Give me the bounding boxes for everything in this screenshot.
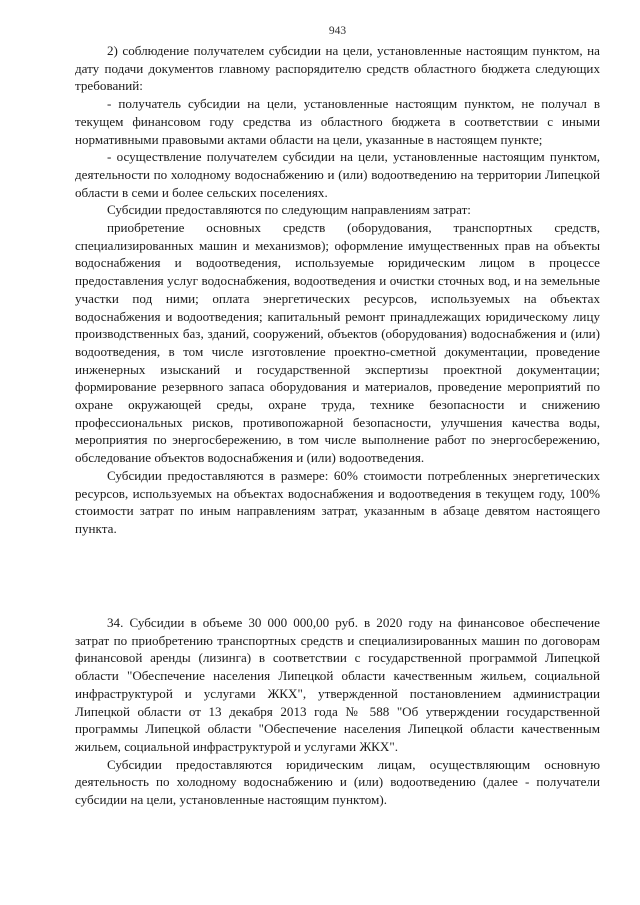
paragraph: Субсидии предоставляются в размере: 60% стоимости потребленных энергетических ресурсов, используемых на объектах водоснабжения и водоотведения в текущем году, 100% стоимости затрат по иным направлениям затрат, указанным в абзаце девятом настоящего пункта. — [75, 467, 600, 536]
paragraph: 34. Субсидии в объеме 30 000 000,00 руб. в 2020 году на финансовое обеспечение затрат по приобретению транспортных средств и специализированных машин по договорам финансовой аренды (лизинга) в соответствии с государственной программой Липецкой области "Обеспечение населения Липецкой области качественным жильем, социальной инфраструктурой и услугами ЖКХ", утвержденной постановлением администрации Липецкой области от 13 декабря 2013 года № 588 "Об утверждении государственной программы Липецкой области "Обеспечение населения Липецкой области качественным жильем, социальной инфраструктурой и услугами ЖКХ". — [75, 615, 600, 754]
paragraph: приобретение основных средств (оборудования, транспортных средств, специализированных машин и механизмов); оформление имущественных прав на объекты водоснабжения и водоотведения, используемые юридическим лицом в процессе предоставления услуг водоснабжения, водоотведения и очистки сточных вод, и на земельные участки под ними; оплата энергетических ресурсов, используемых на объектах водоснабжения и водоотведения; капитальный ремонт принадлежащих юридическому лицу производственных баз, зданий, сооружений, объектов (оборудования) водоснабжения и (или) водоотведения, в том числе изготовление проектно-сметной документации, проведение инженерных изысканий и государственной экспертизы проектной документации; формирование резервного запаса оборудования и материалов, проведение мероприятий по охране окружающей среды, охране труда, технике безопасности и снижению профессиональных рисков, противопожарной безопасности, улучшения качества воды, мероприятия по энергосбережению, в том числе выполнение работ по энергосбережению, обследование объектов водоснабжения и (или) водоотведения. — [75, 220, 600, 466]
text-block-item-34 — [75, 614, 600, 809]
paragraph: - осуществление получателем субсидии на цели, установленные настоящим пунктом, деятельности по холодному водоснабжению и (или) водоотведению на территории Липецкой области в семи и более сельских поселениях. — [75, 149, 600, 200]
paragraph: Субсидии предоставляются юридическим лицам, осуществляющим основную деятельность по холодному водоснабжению и (или) водоотведению (далее - получатели субсидии на цели, установленные настоящим пунктом). — [75, 756, 600, 808]
page-number: 943 — [328, 25, 347, 37]
text-block-conditions — [75, 42, 600, 538]
paragraph: 2) соблюдение получателем субсидии на цели, установленные настоящим пунктом, на дату подачи документов главному распорядителю средств областного бюджета следующих требований: — [75, 43, 600, 94]
paragraph: Субсидии предоставляются по следующим направлениям затрат: — [107, 202, 471, 218]
paragraph: - получатель субсидии на цели, установленные настоящим пунктом, не получал в текущем финансовом году средства из областного бюджета в соответствии с иными нормативными правовыми актами области на цели, указанные в настоящем пункте; — [75, 96, 600, 147]
